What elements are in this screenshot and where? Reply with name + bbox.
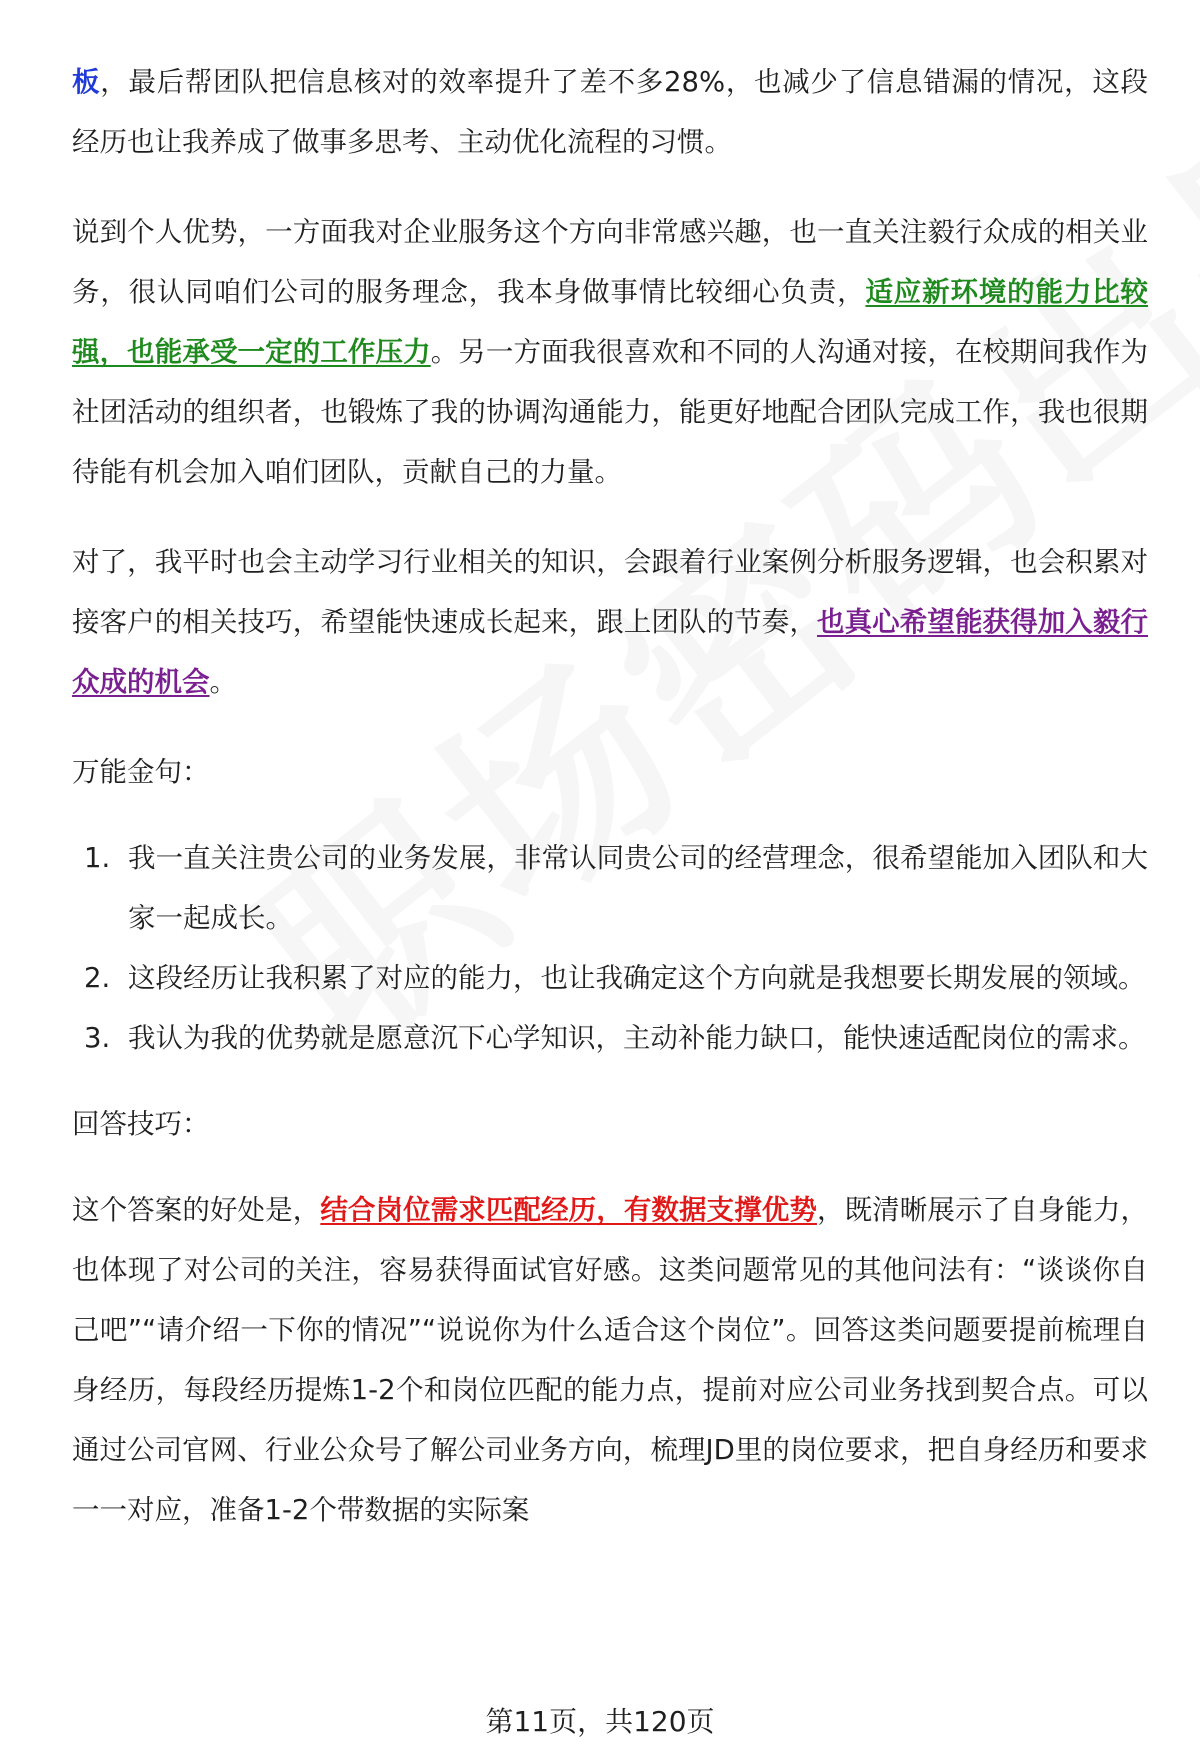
list-number: 3. (84, 1022, 111, 1054)
list-text: 我一直关注贵公司的业务发展，非常认同贵公司的经营理念，很希望能加入团队和大家一起成长。 (128, 842, 1148, 934)
list-text: 这段经历让我积累了对应的能力，也让我确定这个方向就是我想要长期发展的领域。 (128, 962, 1146, 994)
paragraph-learning (72, 532, 1148, 712)
paragraph-text: 对了，我平时也会主动学习行业相关的知识，会跟着行业案例分析服务逻辑，也会积累对接客户的相关技巧，希望能快速成长起来，跟上团队的节奏， (72, 546, 1148, 638)
list-item (72, 1008, 1148, 1068)
paragraph-answer-tips (72, 1180, 1148, 1540)
paragraph-text: 这个答案的好处是， (72, 1194, 321, 1226)
highlight-blue: 板 (72, 66, 101, 98)
document-body (72, 52, 1148, 1540)
paragraph-text: ，最后帮团队把信息核对的效率提升了差不多28%，也减少了信息错漏的情况，这段经历也让我养成了做事多思考、主动优化流程的习惯。 (72, 66, 1149, 158)
paragraph-text: 。另一方面我很喜欢和不同的人沟通对接，在校期间我作为社团活动的组织者，也锻炼了我的协调沟通能力，能更好地配合团队完成工作，我也很期待能有机会加入咱们团队，贡献自己的力量。 (72, 336, 1149, 488)
highlight-purple: 也真心希望能获得加入毅行众成的机会 (72, 606, 1148, 698)
paragraph-personal-strengths (72, 202, 1148, 502)
list-item (72, 948, 1148, 1008)
highlight-red: 结合岗位需求匹配经历，有数据支撑优势 (320, 1194, 817, 1226)
list-number: 1. (84, 842, 111, 874)
list-number: 2. (84, 962, 111, 994)
list-item (72, 828, 1148, 948)
paragraph-experience-end (72, 52, 1148, 172)
highlight-green: 适应新环境的能力比较强，也能承受一定的工作压力 (72, 276, 1149, 368)
page-footer: 第11页，共120页 (485, 1705, 715, 1738)
list-text: 我认为我的优势就是愿意沉下心学知识，主动补能力缺口，能快速适配岗位的需求。 (128, 1022, 1146, 1054)
paragraph-text: 。 (209, 666, 237, 698)
golden-sentences-heading: 万能金句： (72, 756, 210, 788)
paragraph-text: ，既清晰展示了自身能力，也体现了对公司的关注，容易获得面试官好感。这类问题常见的其他问法有：“谈谈你自己吧”“请介绍一下你的情况”“说说你为什么适合这个岗位”。回答这类问题要提前梳理自身经历，每段经历提炼1-2个和岗位匹配的能力点，提前对应公司业务找到契合点。可以通过公司官网、行业公众号了解公司业务方向，梳理JD里的岗位要求，把自身经历和要求一一对应，准备1-2个带数据的实际案 (72, 1194, 1148, 1526)
golden-sentences-list (72, 828, 1148, 1068)
answer-tips-heading: 回答技巧： (72, 1108, 210, 1140)
paragraph-text: 说到个人优势，一方面我对企业服务这个方向非常感兴趣，也一直关注毅行众成的相关业务，很认同咱们公司的服务理念，我本身做事情比较细心负责， (72, 216, 1148, 308)
